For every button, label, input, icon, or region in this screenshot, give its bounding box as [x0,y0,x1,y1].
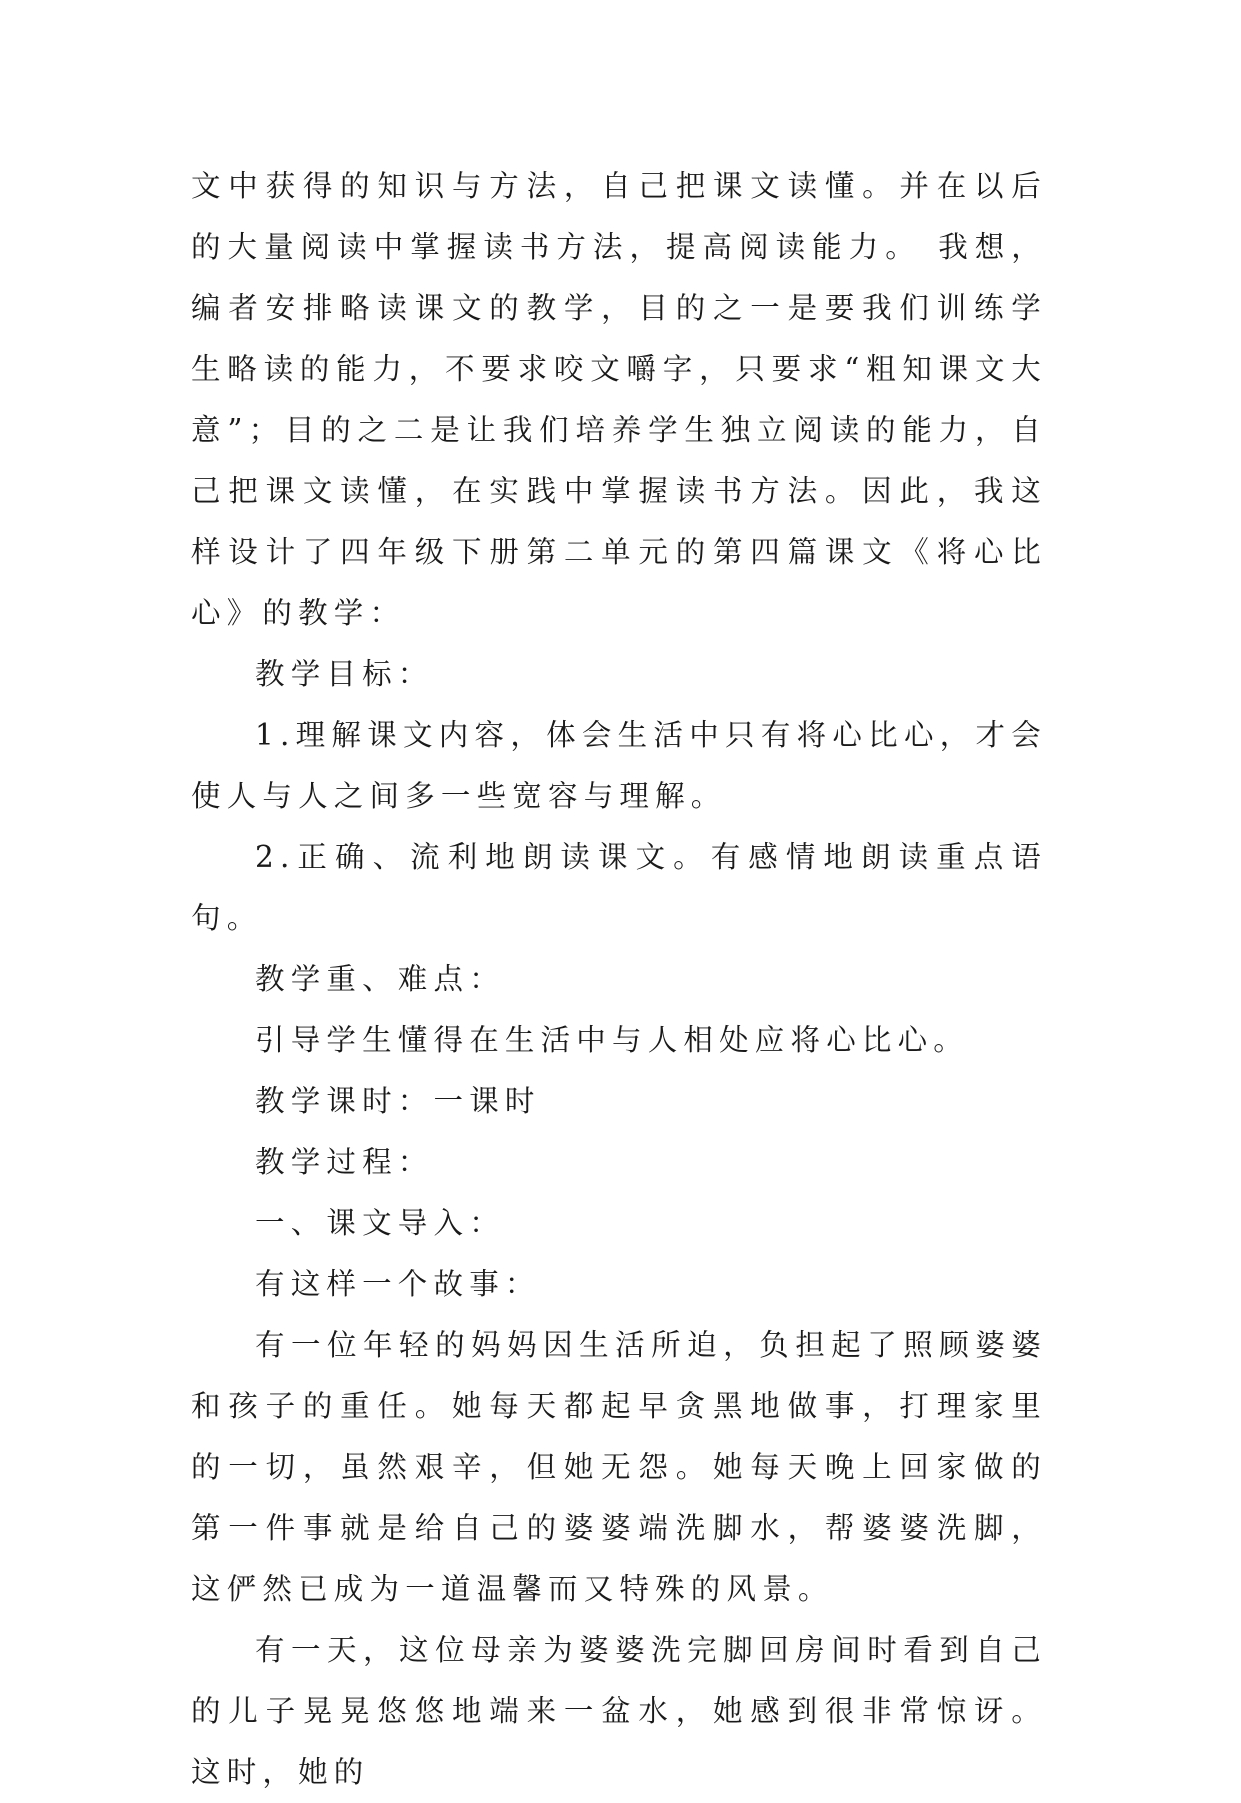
heading-teaching-process: 教学过程： [255,1145,434,1179]
heading-key-points: 教学重、难点： [255,962,505,996]
document-body [191,156,1047,1803]
paragraph-intro: 文中获得的知识与方法，自己把课文读懂。并在以后的大量阅读中掌握读书方法，提高阅读能力。 我想，编者安排略读课文的教学，目的之一是要我们训练学生略读的能力，不要求咬文嚼字，只要求“粗知课文大意”；目的之二是让我们培养学生独立阅读的能力，自己把课文读懂，在实践中掌握读书方法。因此，我这样设计了四年级下册第二单元的第四篇课文《将心比心》的教学： [191,169,1047,630]
goal-item-2: 2.正确、流利地朗读课文。有感情地朗读重点语句。 [191,840,1047,935]
section-lesson-intro: 一、课文导入： [255,1206,505,1240]
story-paragraph-1: 有一位年轻的妈妈因生活所迫，负担起了照顾婆婆和孩子的重任。她每天都起早贪黑地做事，打理家里的一切，虽然艰辛，但她无怨。她每天晚上回家做的第一件事就是给自己的婆婆端洗脚水，帮婆婆洗脚，这俨然已成为一道温馨而又特殊的风景。 [191,1328,1047,1606]
heading-teaching-goals: 教学目标： [255,657,434,691]
story-lead: 有这样一个故事： [255,1267,541,1301]
key-points-text: 引导学生懂得在生活中与人相处应将心比心。 [255,1023,970,1057]
goal-item-1: 1.理解课文内容，体会生活中只有将心比心，才会使人与人之间多一些宽容与理解。 [191,718,1047,813]
class-hours: 教学课时：一课时 [255,1084,541,1118]
story-paragraph-2: 有一天，这位母亲为婆婆洗完脚回房间时看到自己的儿子晃晃悠悠地端来一盆水，她感到很非常惊讶。这时，她的 [191,1633,1047,1789]
